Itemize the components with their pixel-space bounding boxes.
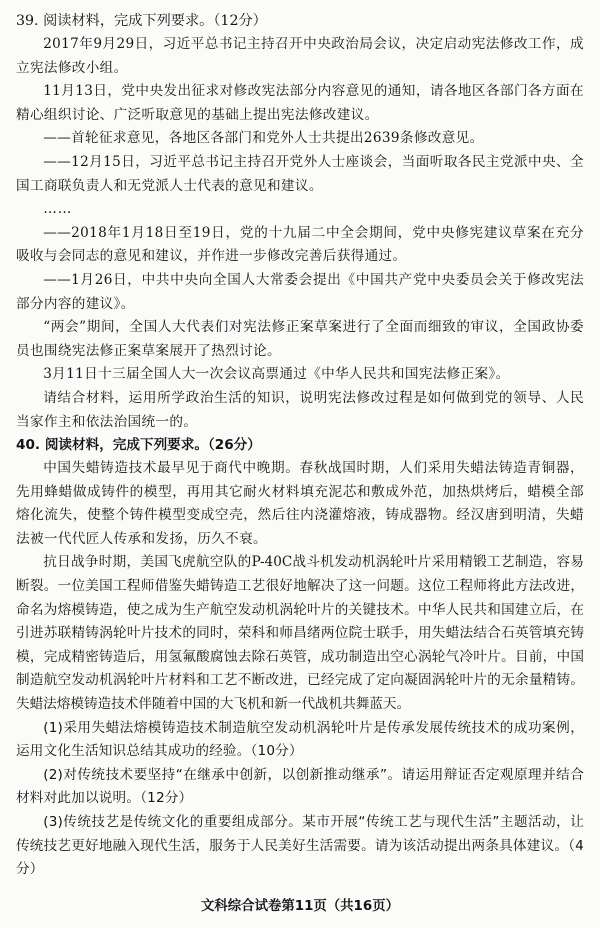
q40-paragraph-2: 抗日战争时期，美国飞虎航空队的P-40C战斗机发动机涡轮叶片采用精锻工艺制造，容易断裂。一位美国工程师借鉴失蜡铸造工艺很好地解决了这一问题。这位工程师将此方法改进，命名为熔模铸造，使之成为生产航空发动机涡轮叶片的关键技术。中华人民共和国建立后，在引进苏联精铸涡轮叶片技术的同时，荣科和师昌绪两位院士联手，用失蜡法结合石英管填充铸模，完成精密铸造后，用氢氟酸腐蚀去除石英管，成功制造出空心涡轮气冷叶片。目前，中国制造航空发动机涡轮叶片材料和工艺不断改进，已经完成了定向凝固涡轮叶片的无余量精铸。失蜡法熔模铸造技术伴随着中国的大飞机和新一代战机共舞蓝天。 <box>16 554 584 713</box>
question-40-title: 40. 阅读材料，完成下列要求。（26分） <box>16 437 261 454</box>
q40-sub-question-1: (1)采用失蜡法熔模铸造技术制造航空发动机涡轮叶片是传承发展传统技术的成功案例，运用文化生活知识总结其成功的经验。（10分） <box>16 719 584 760</box>
q39-paragraph-5: ——2018年1月18日至19日，党的十九届二中全会期间，党中央修宪建议草案在充分吸收与会同志的意见和建议，并作进一步修改完善后获得通过。 <box>16 224 584 265</box>
q40-sub-question-3: (3)传统技艺是传统文化的重要组成部分。某市开展“传统工艺与现代生活”主题活动，让传统技艺更好地融入现代生活，服务于人民美好生活需要。请为该活动提出两条具体建议。（4分） <box>16 814 584 878</box>
q40-sub-question-2: (2)对传统技术要坚持“在继承中创新，以创新推动继承”。请运用辩证否定观原理并结合材料对此加以说明。（12分） <box>16 766 584 807</box>
q39-paragraph-1: 2017年9月29日，习近平总书记主持召开中央政治局会议，决定启动宪法修改工作，成立宪法修改小组。 <box>16 36 584 76</box>
q39-paragraph-3: ——首轮征求意见，各地区各部门和党外人士共提出2639条修改意见。 <box>43 130 484 147</box>
question-39 <box>16 10 584 434</box>
q39-paragraph-4: ——12月15日，习近平总书记主持召开党外人士座谈会，当面听取各民主党派中央、全国工商联负责人和无党派人士代表的意见和建议。 <box>16 153 584 194</box>
q39-paragraph-7: “两会”期间，全国人大代表们对宪法修正案草案进行了全面而细致的审议，全国政协委员也围绕宪法修正案草案展开了热烈讨论。 <box>16 319 584 359</box>
page-footer: 文科综合试卷第11页（共16页） <box>201 899 399 914</box>
q39-paragraph-2: 11月13日，党中央发出征求对修改宪法部分内容意见的通知，请各地区各部门各方面在精心组织讨论、广泛听取意见的基础上提出宪法修改建议。 <box>16 83 584 123</box>
question-39-title: 39. 阅读材料，完成下列要求。（12分） <box>16 13 267 29</box>
q39-prompt: 请结合材料，运用所学政治生活的知识，说明宪法修改过程是如何做到党的领导、人民当家作主和依法治国统一的。 <box>16 389 584 430</box>
q39-paragraph-6: ——1月26日，中共中央向全国人大常委会提出《中国共产党中央委员会关于修改宪法部分内容的建议》。 <box>16 271 584 312</box>
q40-paragraph-1: 中国失蜡铸造技术最早见于商代中晚期。春秋战国时期，人们采用失蜡法铸造青铜器，先用蜂蜡做成铸件的模型，再用其它耐火材料填充泥芯和敷成外范，加热烘烤后，蜡模全部熔化流失，使整个铸件模型变成空壳，然后往内浇灌熔液，铸成器物。经汉唐到明清，失蜡法被一代代匠人传承和发扬，历久不衰。 <box>16 460 584 547</box>
q39-paragraph-8: 3月11日十三届全国人大一次会议高票通过《中华人民共和国宪法修正案》。 <box>43 366 510 383</box>
question-40 <box>16 434 584 882</box>
q39-ellipsis: …… <box>43 201 73 218</box>
